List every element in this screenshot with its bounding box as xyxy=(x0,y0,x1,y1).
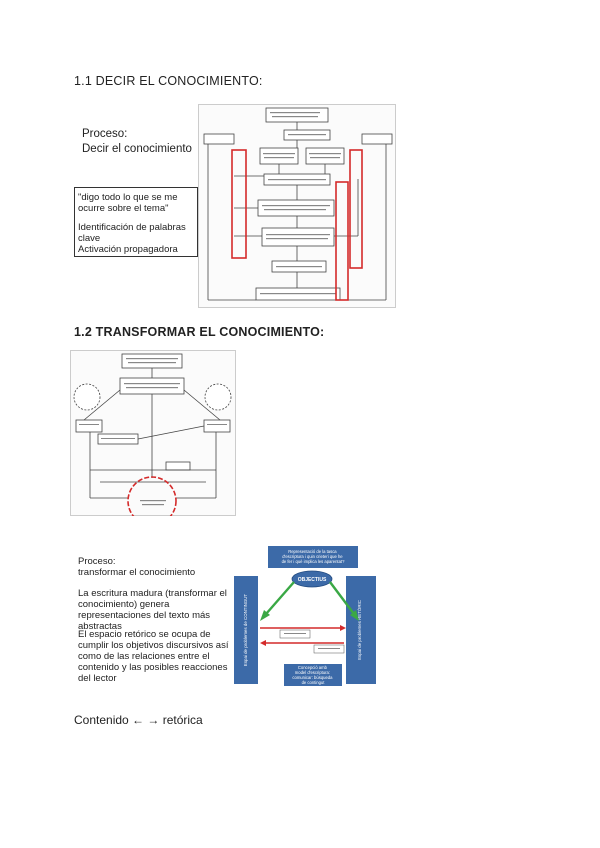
proceso-name: Decir el conocimiento xyxy=(82,143,192,155)
section2-heading: 1.2 TRANSFORMAR EL CONOCIMIENTO: xyxy=(74,325,325,339)
section1-heading: 1.1 DECIR EL CONOCIMIENTO: xyxy=(74,74,263,88)
diagram-transformar-conocimiento xyxy=(70,350,236,516)
diagram-decir-svg xyxy=(198,104,396,308)
summary-box xyxy=(74,187,198,257)
proceso2-name: transformar el conocimiento xyxy=(78,567,196,578)
note-keywords: Identificación de palabras clave xyxy=(78,222,186,244)
diagram-transformar-svg xyxy=(70,350,236,516)
diagram-decir-conocimiento xyxy=(198,104,396,308)
panel-retoric-label: Espai de problemes RETÒRIC xyxy=(357,600,362,660)
paragraph-escritura-madura: La escritura madura (transformar el conocimiento) genera representaciones del texto más abstractas xyxy=(78,588,227,632)
panel-contingut-label: Espai de problemes de CONTINGUT xyxy=(243,593,248,667)
objectius-label: OBJECTIUS xyxy=(297,577,327,583)
note-activation: Activación propagadora xyxy=(78,244,178,255)
diagram-objectius xyxy=(234,546,390,686)
top-box-text: Representació de la tasca d'escriptura i quin crieteri que he de fer i què implica les aparentat? xyxy=(281,549,345,564)
contenido-retorica-line: Contenido ← → retórica xyxy=(74,713,203,727)
quote-text: "digo todo lo que se me ocurre sobre el tema" xyxy=(78,192,178,214)
proceso-label: Proceso: xyxy=(82,128,128,140)
paragraph-espacio-retorico: El espacio retórico se ocupa de cumplir los objetivos discursivos así como de las relaciones entre el contenido y las posibles reacciones del lector xyxy=(78,629,229,684)
bottom-box-text: Concepció amb model d'escriptura: comunicar: búsqueda de contingut xyxy=(292,665,333,685)
proceso2-label: Proceso: xyxy=(78,556,116,567)
diagram-objectius-svg xyxy=(234,546,390,686)
